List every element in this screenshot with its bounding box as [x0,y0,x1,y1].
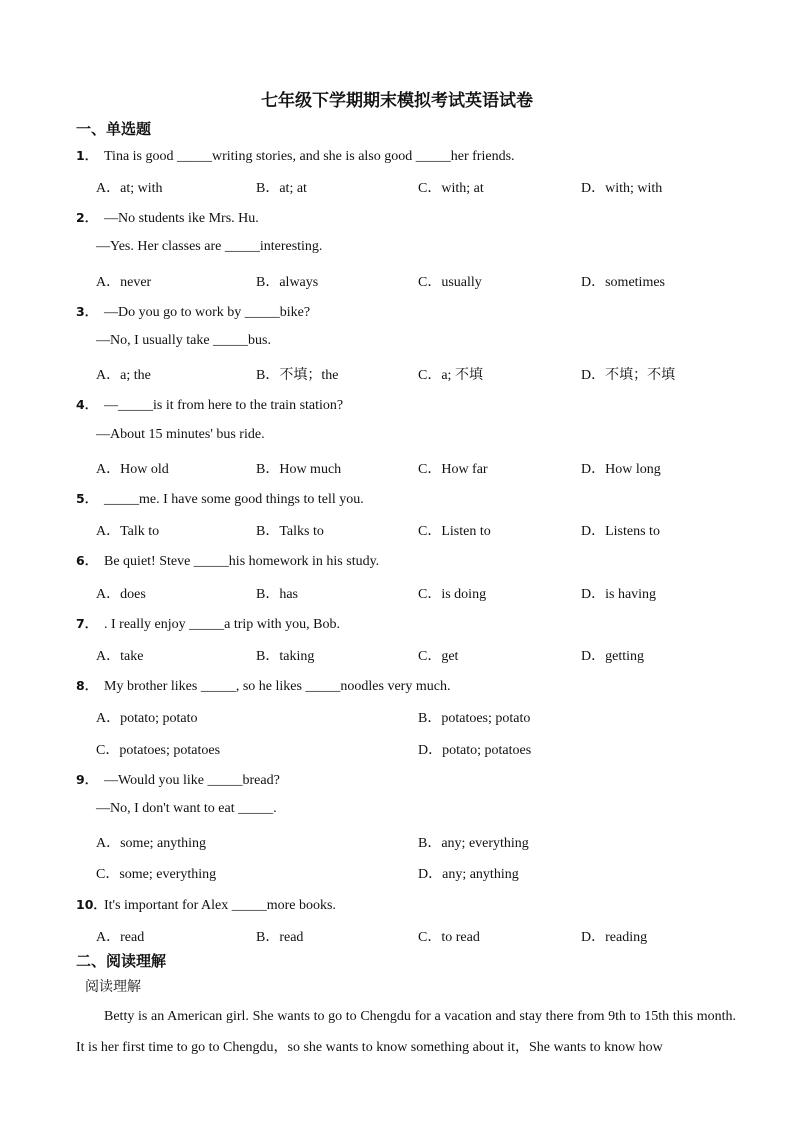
option-d: D．getting [581,649,644,664]
option-d: D．How long [581,462,661,477]
section-heading-reading: 二、阅读理解 [76,952,167,970]
question-7 [76,614,340,633]
option-b: B．How much [256,462,342,477]
option-a: A．Talk to [96,524,160,539]
option-b: B．at; at [256,181,307,196]
question-number: 9． [76,772,98,787]
option-b: B．read [256,930,304,945]
question-2 [76,208,259,227]
option-a: A．does [96,587,146,602]
option-a: A．take [96,649,144,664]
question-text: —No students ike Mrs. Hu. [104,211,259,226]
option-b: B．taking [256,649,315,664]
question-text: —About 15 minutes' bus ride. [96,427,265,442]
question-number: 1． [76,148,98,163]
option-b: B．不填；the [256,368,339,383]
option-c: C．potatoes; potatoes [96,743,221,758]
option-d: D．is having [581,587,657,602]
question-text: —No, I usually take _____bus. [96,333,271,348]
option-a: A．some; anything [96,836,207,851]
option-c: C．some; everything [96,867,217,882]
option-a: A．at; with [96,181,163,196]
question-text: —Yes. Her classes are _____interesting. [96,239,323,254]
option-c: C．with; at [418,181,484,196]
question-text: Be quiet! Steve _____his homework in his study. [104,554,380,569]
question-number: 5． [76,491,98,506]
question-text: My brother likes _____, so he likes _____noodles very much. [104,679,451,694]
option-c: C．Listen to [418,524,491,539]
option-b: B．has [256,587,298,602]
option-a: A．never [96,275,152,290]
option-d: D．any; anything [418,867,519,882]
question-text: —Would you like _____bread? [104,773,280,788]
option-c: C．to read [418,930,480,945]
question-10 [76,895,336,914]
question-number: 6． [76,553,98,568]
question-number: 3． [76,304,98,319]
question-1 [76,146,515,165]
option-d: D．不填；不填 [581,368,676,383]
option-a: A．read [96,930,145,945]
question-number: 10． [76,897,106,912]
option-d: D．potato; potatoes [418,743,532,758]
option-d: D．with; with [581,181,663,196]
question-text: It's important for Alex _____more books. [104,898,336,913]
option-b: B．always [256,275,319,290]
question-3 [76,302,310,321]
page-title: 七年级下学期期末模拟考试英语试卷 [261,91,533,111]
question-8 [76,676,450,695]
option-c: C．a; 不填 [418,368,483,383]
option-a: A．a; the [96,368,151,383]
reading-passage: Betty is an American girl. She wants to go to Chengdu for a vacation and stay there from 9th to 15th this month. It is her first time to go to Chengdu，so she wants to know something about it，She wants to know how [76,1009,736,1055]
option-d: D．reading [581,930,648,945]
question-5 [76,489,364,508]
option-b: B．Talks to [256,524,324,539]
option-c: C．get [418,649,459,664]
question-text: —No, I don't want to eat _____. [96,801,277,816]
option-c: C．How far [418,462,488,477]
option-d: D．Listens to [581,524,660,539]
question-6 [76,551,379,570]
question-text: _____me. I have some good things to tell you. [104,492,364,507]
option-c: C．is doing [418,587,487,602]
option-c: C．usually [418,275,482,290]
question-number: 7． [76,616,98,631]
question-text: —_____is it from here to the train station? [104,398,344,413]
question-text: Tina is good _____writing stories, and she is also good _____her friends. [104,149,515,164]
question-text: . I really enjoy _____a trip with you, Bob. [104,617,341,632]
section-heading-single-choice: 一、单选题 [76,120,152,138]
option-a: A．How old [96,462,169,477]
question-4 [76,395,343,414]
option-b: B．any; everything [418,836,529,851]
option-a: A．potato; potato [96,711,198,726]
question-9 [76,770,280,789]
option-b: B．potatoes; potato [418,711,531,726]
option-d: D．sometimes [581,275,665,290]
question-text: —Do you go to work by _____bike? [104,305,311,320]
question-number: 4． [76,397,98,412]
reading-subheading: 阅读理解 [85,979,141,995]
question-number: 2． [76,210,98,225]
question-number: 8． [76,678,98,693]
